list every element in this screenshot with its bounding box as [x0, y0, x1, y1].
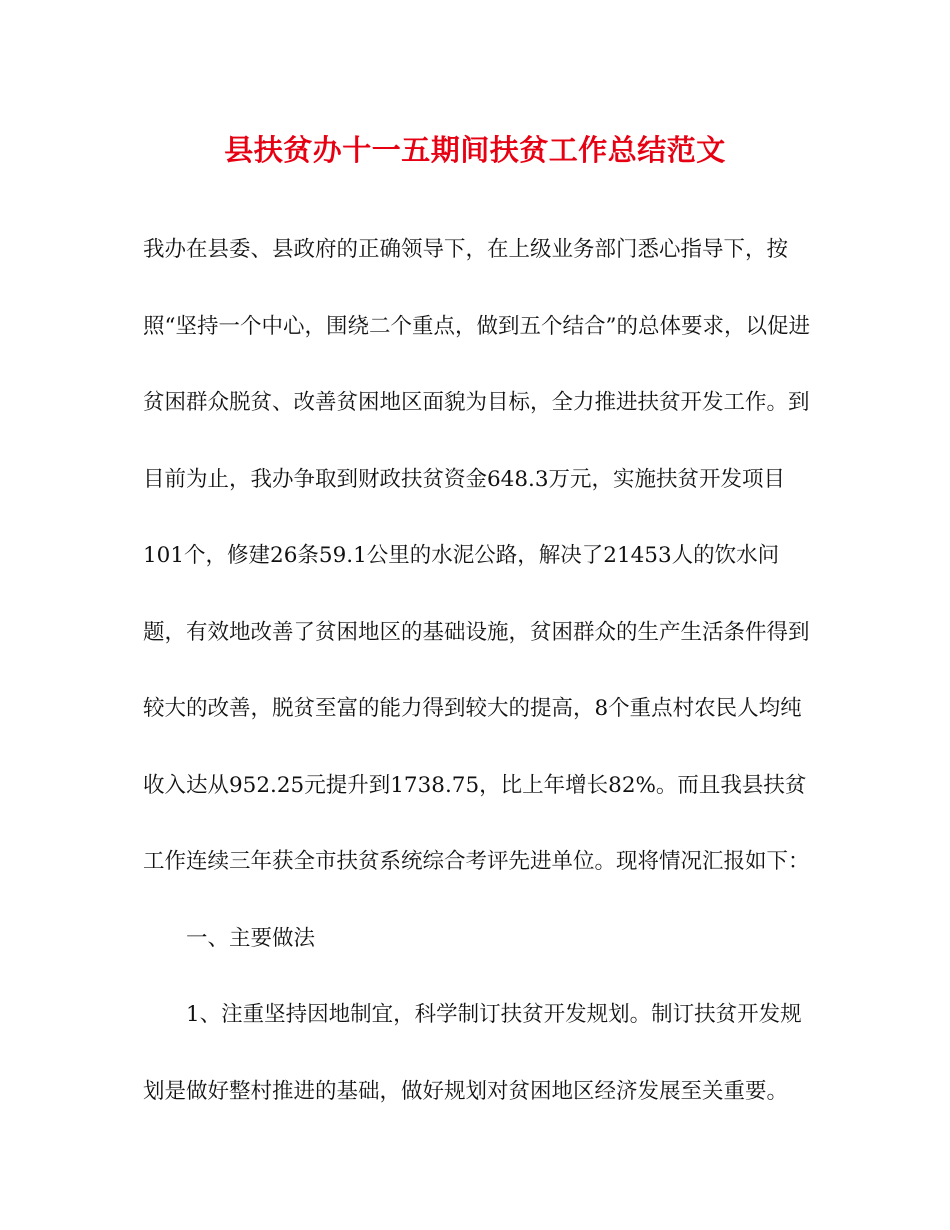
body-paragraph: 1、注重坚持因地制宜，科学制订扶贫开发规划。制订扶贫开发规划是做好整村推进的基础，做好规划对贫困地区经济发展至关重要。	[143, 1002, 802, 1104]
intro-paragraph: 我办在县委、县政府的正确领导下，在上级业务部门悉心指导下，按照“坚持一个中心，围绕二个重点，做到五个结合”的总体要求，以促进贫困群众脱贫、改善贫困地区面貌为目标，全力推进扶贫开发工作。到目前为止，我办争取到财政扶贫资金648.3万元，实施扶贫开发项目101个，修建26条59.1公里的水泥公路，解决了21453人的饮水问题，有效地改善了贫困地区的基础设施，贫困群众的生产生活条件得到较大的改善，脱贫至富的能力得到较大的提高，8个重点村农民人均纯收入达从952.25元提升到1738.75，比上年增长82%。而且我县扶贫工作连续三年获全市扶贫系统综合考评先进单位。现将情况汇报如下：	[143, 237, 810, 874]
section-heading: 一、主要做法	[186, 925, 316, 951]
document-body	[143, 212, 813, 1130]
document-title: 县扶贫办十一五期间扶贫工作总结范文	[224, 133, 726, 167]
